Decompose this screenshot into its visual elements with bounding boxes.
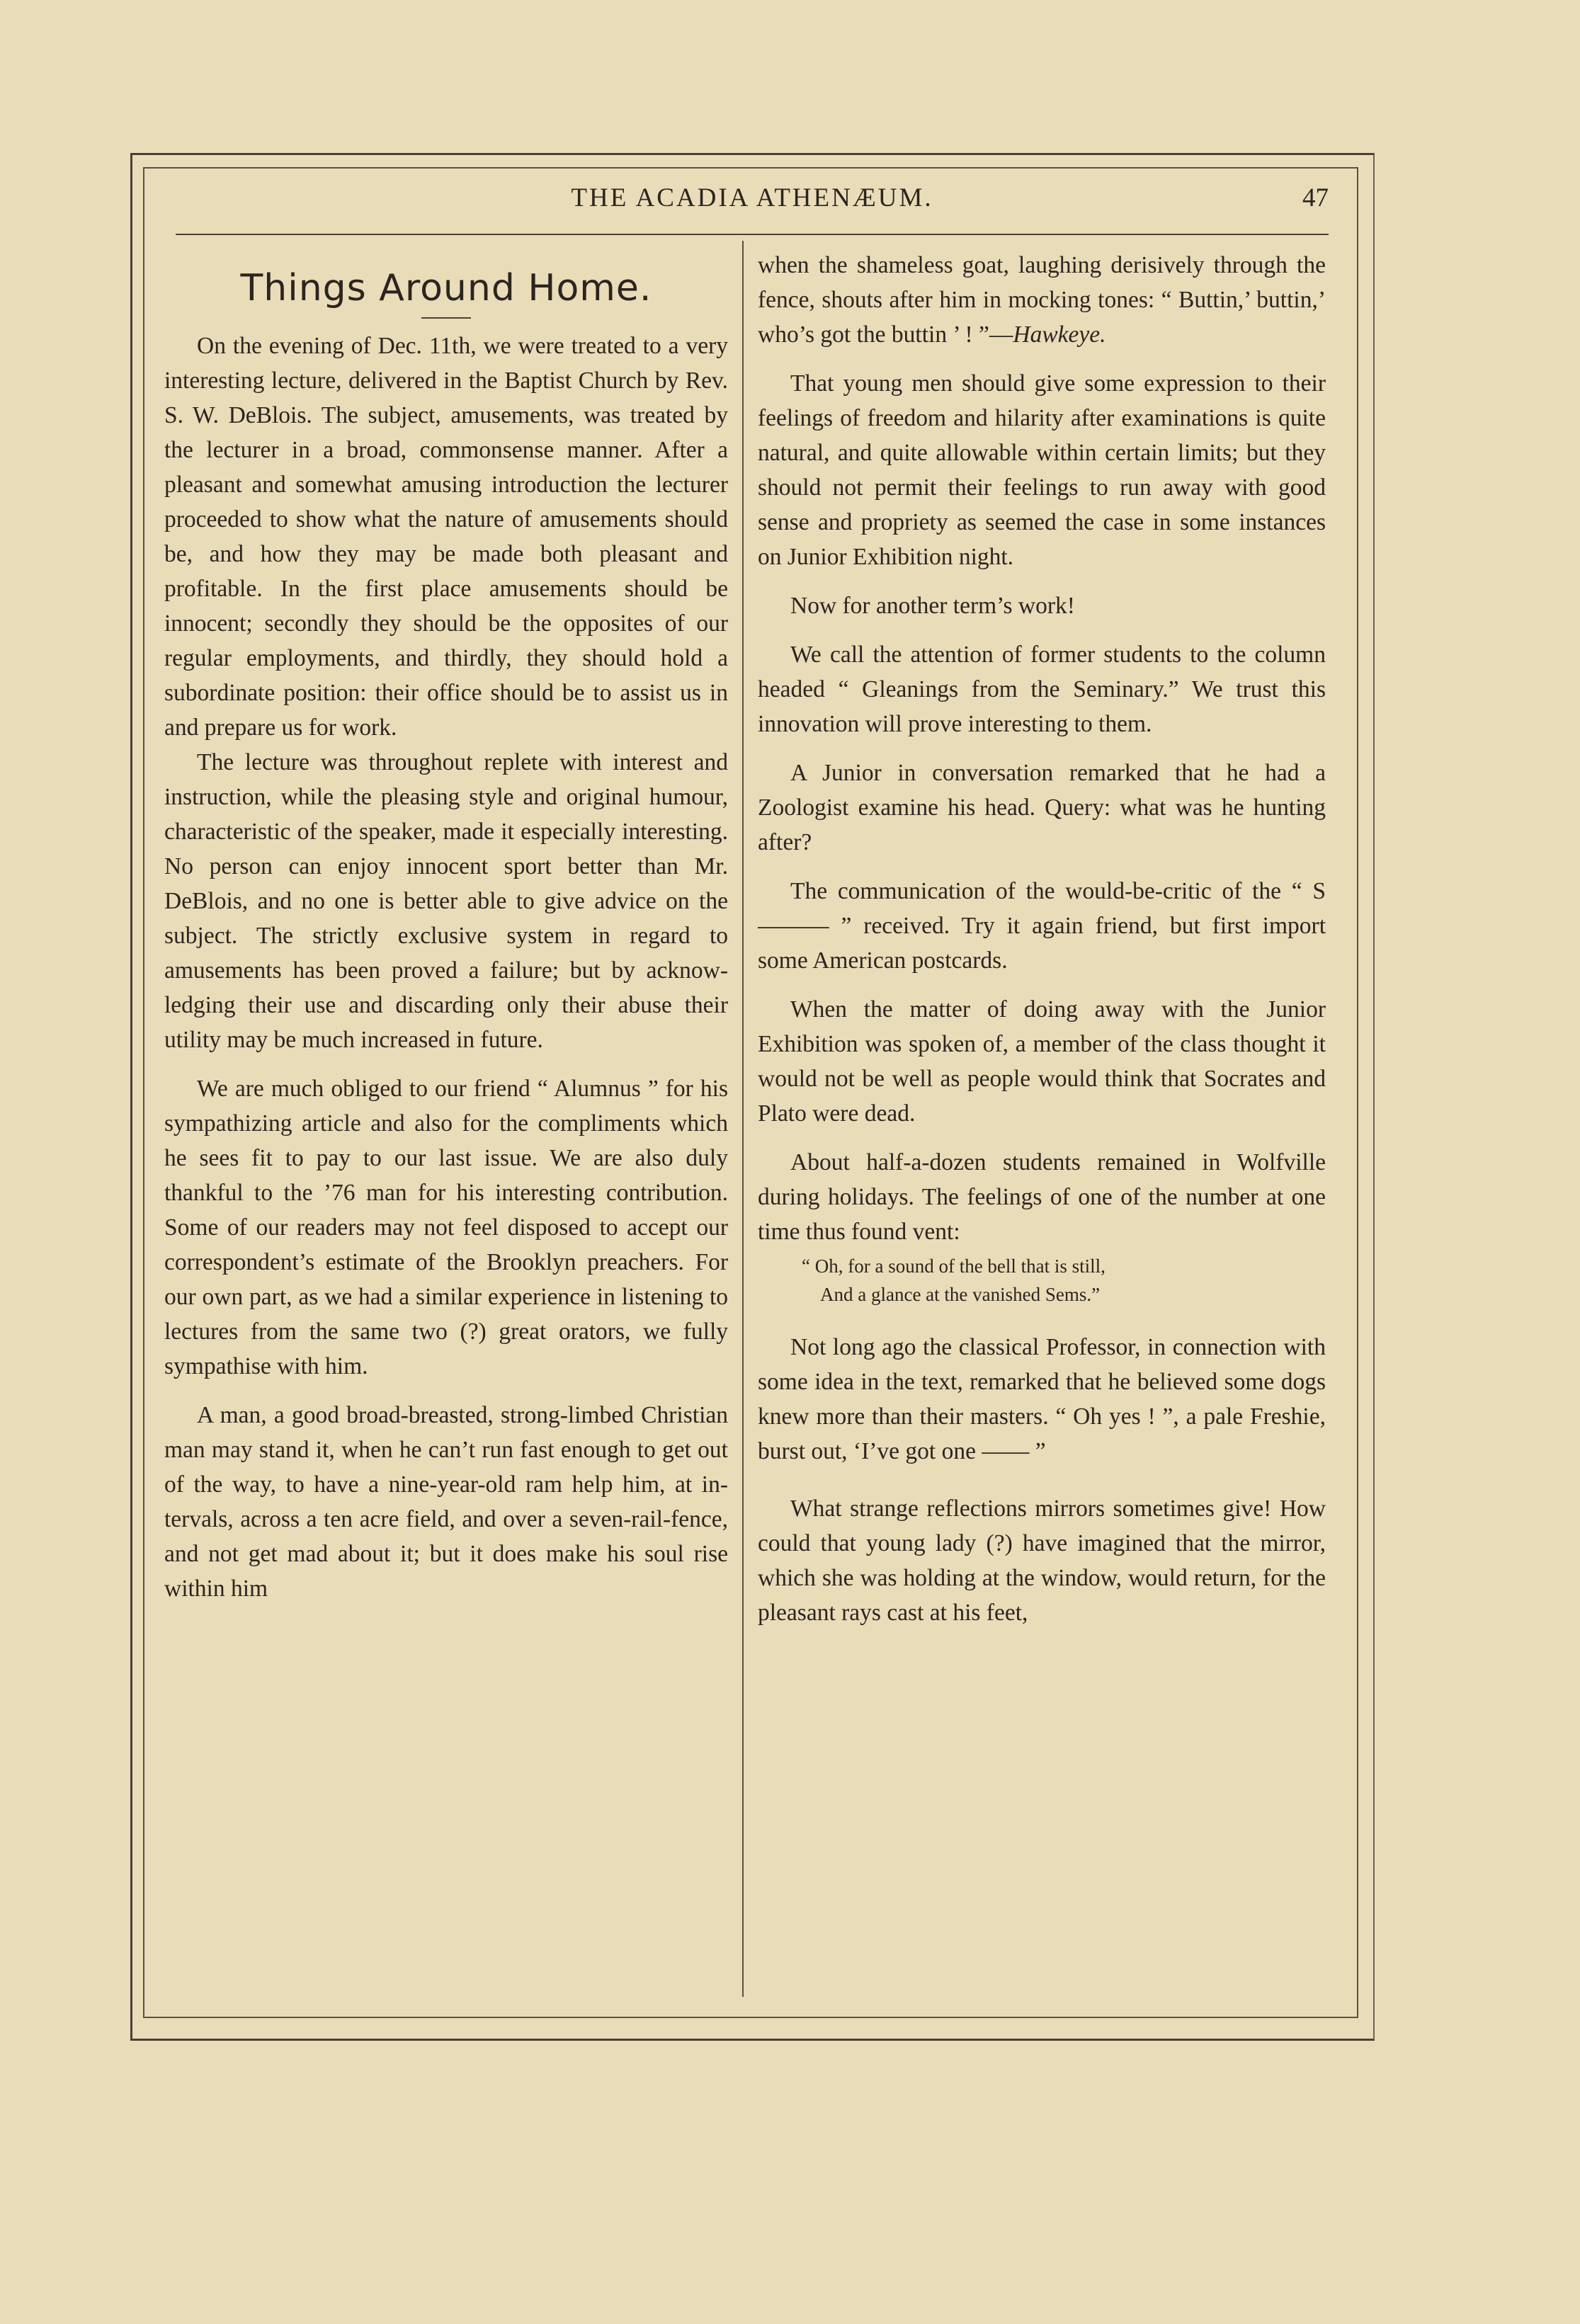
verse-quote <box>758 1252 1326 1309</box>
publication-title: THE ACADIA ATHENÆUM. <box>571 183 933 212</box>
continuation-text: when the shameless goat, laughing derisively through the fence, shouts after him in mocking tones: “ Buttin,’ buttin,’ who’s got the buttin ’ ! ”— <box>758 252 1326 348</box>
paragraph-lecture: On the evening of Dec. 11th, we were treated to a very interesting lecture, delivered in the Baptist Church by Rev. S. W. DeBlois. The subject, amusements, was treated by the lecturer in a broad, commonsense manner. After a pleasant and somewhat amusing introduction the lecturer proceeded to show what the nature of amusements should be, and how they may be made both pleasant and profitable. In the first place amusements should be innocent; secondly they should be the opposites of our regular employments, and thirdly, they should hold a subordinate position: their office should be to assist us in and prepare us for work. <box>164 333 728 741</box>
left-column <box>164 248 728 1997</box>
running-header <box>176 183 1329 220</box>
paragraph-young-men: That young men should give some expression to their feelings of freedom and hilarity after examinations is quite natural, and quite allowable within certain limits; but they should not permit their feelings to run away with good sense and propriety as seemed the case in some instances on Junior Exhibition night. <box>758 370 1326 570</box>
page-number: 47 <box>1302 183 1329 212</box>
paragraph-zoologist: A Junior in conversation remarked that he had a Zoologist examine his head. Query: what was he hunting after? <box>758 760 1326 855</box>
paragraph-junior-exhibition: When the matter of doing away with the Junior Exhibition was spoken of, a member of the class thought it would not be well as people would think that Socrates and Plato were dead. <box>758 996 1326 1127</box>
continuation-signature: Hawkeye. <box>1013 321 1106 348</box>
paragraph-gleanings: We call the attention of former students to the column headed “ Gleanings from the Seminary.” We trust this innovation will prove interesting to them. <box>758 642 1326 737</box>
spacer <box>758 1483 1326 1491</box>
paragraph-holidays: About half-a-dozen students remained in Wolfville during holidays. The feelings of one of the number at one time thus found vent: <box>758 1149 1326 1245</box>
paragraph-professor: Not long ago the classical Professor, in connection with some idea in the text, remarked that he believed some dogs knew more than their masters. “ Oh yes ! ”, a pale Freshie, burst out, ‘I’ve got one —— ” <box>758 1334 1326 1464</box>
verse-line: And a glance at the vanished Sems.” <box>820 1284 1101 1305</box>
right-column <box>758 248 1326 1997</box>
paragraph-lecture-review: The lecture was throughout replete with interest and instruction, while the pleasing style and original humour, characteristic of the speaker, made it especially interesting. No person can enjoy innocent sport better than Mr. DeBlois, and no one is better able to give advice on the subject. The strictly exclusive system in regard to amusements has been proved a failure; but by acknowledging their use and discarding only their abuse their utility may be much increased in future. <box>164 749 728 1053</box>
paragraph-critic: The communication of the would-be-critic of the “ S——— ” received. Try it again friend, but first import some American postcards. <box>758 878 1326 974</box>
section-title: Things Around Home. <box>240 267 652 309</box>
paragraph-new-term: Now for another term’s work! <box>790 593 1075 619</box>
paragraph-mirrors: What strange reflections mirrors sometimes give! How could that young lady (?) have imagined that the mirror, which she was holding at the window, would return, for the pleasant rays cast at his feet, <box>758 1496 1326 1626</box>
paragraph-ram: A man, a good broad-breasted, strong-limbed Christian man may stand it, when he can’t run fast enough to get out of the way, to have a nine-year-old ram help him, at intervals, across a ten acre field, and over a seven-rail-fence, and not get mad about it; but it does make his soul rise within him <box>164 1402 728 1602</box>
paragraph-goat-continuation <box>758 248 1326 352</box>
header-rule <box>176 234 1329 235</box>
column-divider <box>742 241 744 1997</box>
verse-line: “ Oh, for a sound of the bell that is still, <box>802 1255 1106 1277</box>
title-rule <box>421 317 471 319</box>
paragraph-alumnus: We are much obliged to our friend “ Alumnus ” for his sympathizing article and also for the compliments which he sees fit to pay to our last issue. We are also duly thankful to the ’76 man for his interesting contribution. Some of our readers may not feel disposed to accept our correspondent’s estimate of the Brooklyn preachers. For our own part, as we had a similar experience in listening to lectures from the same two (?) great orators, we fully sympathise with him. <box>164 1076 728 1379</box>
